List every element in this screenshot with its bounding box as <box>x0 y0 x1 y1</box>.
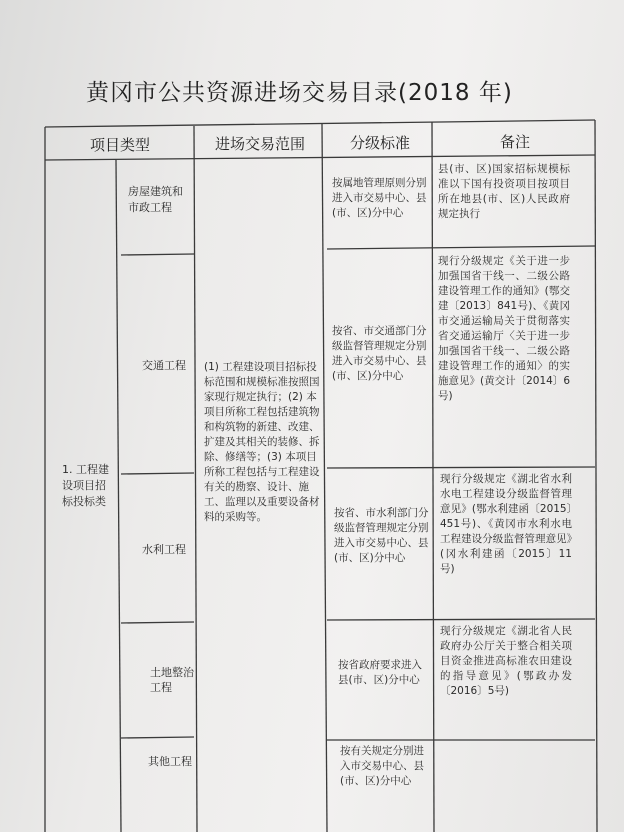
row-name-housing: 房屋建筑和市政工程 <box>128 185 183 214</box>
row-standard-land: 按省政府要求进入县(市、区)分中心 <box>338 659 422 686</box>
row-standard-water: 按省、市水利部门分级监督管理规定分别进入市交易中心、县(市、区)分中心 <box>334 507 429 564</box>
row-standard-housing: 按属地管理原则分别进入市交易中心、县(市、区)分中心 <box>332 177 427 219</box>
row-standard-traffic: 按省、市交通部门分级监督管理规定分别进入市交易中心、县(市、区)分中心 <box>332 325 427 382</box>
header-scope: 进场交易范围 <box>214 135 305 153</box>
row-name-land: 土地整治工程 <box>150 666 194 694</box>
row-standard-other: 按有关规定分别进入市交易中心、县(市、区)分中心 <box>340 745 424 787</box>
header-standard: 分级标准 <box>349 134 410 152</box>
category-label: 1. 工程建设项目招标投标类 <box>62 463 109 508</box>
row-name-other: 其他工程 <box>148 755 192 768</box>
header-type: 项目类型 <box>89 136 150 154</box>
header-remark: 备注 <box>499 133 530 151</box>
row-remark-land: 现行分级规定《湖北省人民政府办公厅关于整合相关项目资金推进高标准农田建设的指导意见》(鄂政办发〔2016〕5号) <box>440 625 572 697</box>
row-remark-water: 现行分级规定《湖北省水利水电工程建设分级监督管理意见》(鄂水利建函〔2015〕451号)、《黄冈市水利水电工程建设分级监督管理意见》(冈水利建函〔2015〕11号) <box>440 473 572 575</box>
row-remark-traffic: 现行分级规定《关于进一步加强国省干线一、二级公路建设管理工作的通知》(鄂交建〔2013〕841号)、《黄冈市交通运输局关于贯彻落实省交通运输厅〈关于进一步加强国省干线一、二级公路建设管理工作的通知〉的实施意见》(黄交计〔2014〕6号) <box>438 255 570 402</box>
row-name-traffic: 交通工程 <box>142 359 186 372</box>
row-name-water: 水利工程 <box>142 543 186 556</box>
page-title: 黄冈市公共资源进场交易目录(2018 年) <box>86 80 513 106</box>
scope-text: (1) 工程建设项目招标投标范围和规模标准按照国家现行规定执行；(2) 本项目所称工程包括建筑物和构筑物的新建、改建、扩建及其相关的装修、拆除、修缮等；(3) 本项目所称工程包括与工程建设有关的勘察、设计、施工、监理以及重要设备材料的采购等。 <box>204 361 320 523</box>
row-remark-housing: 县(市、区)国家招标规模标准以下国有投资项目按项目所在地县(市、区)人民政府规定执行 <box>438 163 570 220</box>
